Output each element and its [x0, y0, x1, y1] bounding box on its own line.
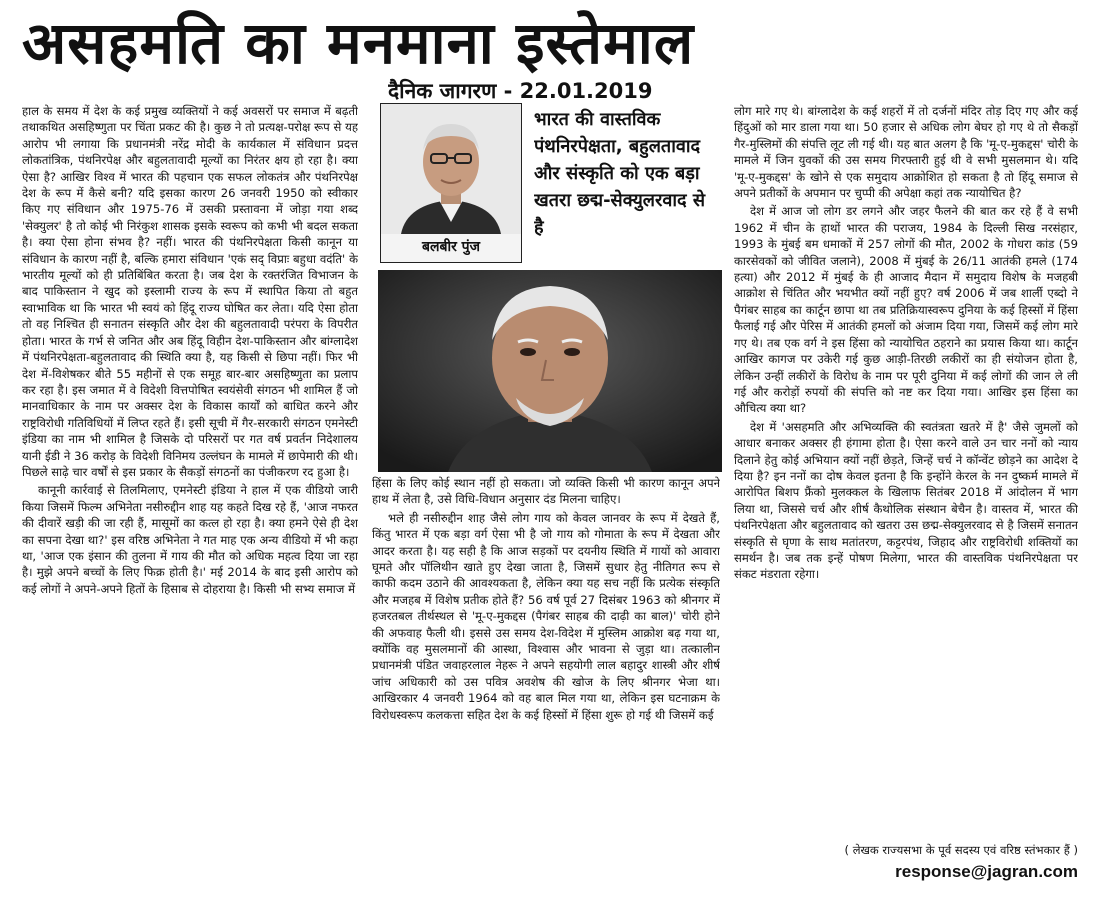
article-column-3: [734, 103, 1078, 838]
paragraph: कानूनी कार्रवाई से तिलमिलाए, एमनेस्टी इंडिया ने हाल में एक वीडियो जारी किया जिसमें फिल्म अभिनेता नसीरुद्दीन शाह यह कहते दिख रहे हैं, 'आज नफरत की दीवारें खड़ी की जा रही हैं, मासूमों का कत्ल हो रहा है। क्या हमने ऐसे ही देश का सपना देखा था?' इस वरिष्ठ अभिनेता ने गत माह एक अन्य वीडियो में भी कहा था, 'आज एक इंसान की तुलना में गाय की मौत को अधिक महत्व दिया जा रहा है। मुझे अपने बच्चों के लिए फिक्र होती है।' मई 2014 के बाद इसी आरोप को कई लोगों ने अपने-अपने हितों के हिसाब से दोहराया है। किसी भी सभ्य समाज में: [22, 483, 358, 596]
paragraph: हिंसा के लिए कोई स्थान नहीं हो सकता। जो व्यक्ति किसी भी कारण कानून अपने हाथ में लेता है, उसे विधि-विधान अनुसार दंड मिलना चाहिए।: [372, 476, 720, 507]
paragraph: देश में 'असहमति और अभिव्यक्ति की स्वतंत्रता खतरे में है' जैसे जुमलों को आधार बनाकर अक्सर ही हंगामा होता है। ऐसा करने वाले उन चार ननों को न्याय दिलाने हेतु कोई अभियान क्यों नहीं छेड़ते, जिन्हें चर्च ने कॉन्वेंट छोड़ने का आदेश दे दिया है? इन ननों का दोष केवल इतना है कि इन्होंने केरल के नन दुष्कर्म मामले में आरोपित बिशप फ्रैंको मुलक्कल के खिलाफ सितंबर 2018 में आंदोलन में भाग लिया था, जिससे चर्च और शीर्ष कैथोलिक संस्थान बेचैन है। वास्तव में, भारत की पंथनिरपेक्षता और बहुलतावाद को खतरा उस छद्म-सेक्युलरवाद से है जिसमें सनातन संस्कृति से घृणा के साथ मतांतरण, कट्टरपंथ, जिहाद और राष्ट्रविरोधी शक्तियों का समर्थन है। जब तक इन्हें पोषण मिलेगा, भारत की वास्तविक पंथनिरपेक्षता पर संकट मंडराता रहेगा।: [734, 419, 1078, 582]
author-credit-note: ( लेखक राज्यसभा के पूर्व सदस्य एवं वरिष्ठ स्तंभकार हैं ): [844, 843, 1078, 857]
author-box: [380, 103, 522, 263]
article-column-1: [22, 103, 358, 893]
pull-quote: भारत की वास्तविक पंथनिरपेक्षता, बहुलतावाद और संस्कृति को एक बड़ा खतरा छद्म-सेक्युलरवाद से है: [534, 109, 706, 238]
author-name: बलबीर पुंज: [421, 239, 481, 255]
article-headline: असहमति का मनमाना इस्तेमाल: [22, 9, 695, 77]
source-and-date: दैनिक जागरण - 22.01.2019: [388, 79, 653, 103]
author-photo: [381, 104, 521, 234]
actor-photo: [378, 270, 722, 472]
article-column-2: [372, 475, 720, 893]
response-email: response@jagran.com: [895, 862, 1078, 881]
paragraph: हाल के समय में देश के कई प्रमुख व्यक्तियों ने कई अवसरों पर समाज में बढ़ती तथाकथित असहिष्णुता पर चिंता प्रकट की है। कुछ ने तो प्रत्यक्ष-परोक्ष रूप से यह आरोप भी लगाया कि प्रधानमंत्री नरेंद्र मोदी के कार्यकाल में संविधान प्रदत्त लोकतांत्रिक, पंथनिरपेक्ष और बहुलतावादी मूल्यों का निरंतर क्षय हो रहा है। क्या ऐसा है? आखिर विश्व में भारत की पहचान एक सफल लोकतंत्र और पंथनिरपेक्ष देश के रूप में कैसे बनी? यदि इसका कारण 26 जनवरी 1950 को स्वीकार किए गए संविधान और 1975-76 में उसकी प्रस्तावना में जोड़ा गया शब्द 'सेक्युलर' है तो कोई भी निरंकुश शासक इसके स्वरूप को कभी भी बदल सकता है। क्या ऐसा होना संभव है? नहीं। भारत की पंथनिरपेक्षता किसी कानून या संविधान के कारण नहीं है, बल्कि हमारा संविधान 'एकं सद् विप्राः बहुधा वदंति' के भारतीय मूल्यों को ही प्रतिबिंबित करता है। जब देश के रक्तरंजित विभाजन के बाद पाकिस्तान ने खुद को इस्लामी राज्य के रूप में स्थापित किया तो बहुत स्वाभाविक था कि भारत भी स्वयं को हिंदू राज्य घोषित कर लेता। यदि ऐसा होता तो वह निश्चित ही सनातन संस्कृति और देश की बहुलतावादी परंपरा के विपरीत होता। भारत के गर्भ से जनित और अब हिंदू विहीन देश-पाकिस्तान और बांग्लादेश में पंथनिरपेक्षता-बहुलतावाद की स्थिति क्या है, यह किसी से छिपा नहीं। फिर भी देश में-विशेषकर बीते 55 महीनों से एक समूह बार-बार असहिष्णुता का प्रलाप कर रहा है। इस जमात में वे विदेशी वित्तपोषित स्वयंसेवी संगठन भी शामिल हैं जो मानवाधिकार के नाम पर अक्सर देश के विकास कार्यों को बाधित करने और राष्ट्रविरोधी गतिविधियों में लिप्त रहते हैं। इसी सूची में गैर-सरकारी संगठन एमनेस्टी इंडिया का नाम भी शामिल है जिसके दो परिसरों पर गत वर्ष प्रवर्तन निदेशालय यानी ईडी ने 36 करोड़ के विदेशी विनिमय उल्लंघन के मामले में छापेमारी की थी। पिछले साढ़े चार वर्षों से इस प्रकार के सैकड़ों संगठनों का पंजीकरण रद हुआ है।: [22, 104, 358, 479]
paragraph: भले ही नसीरुद्दीन शाह जैसे लोग गाय को केवल जानवर के रूप में देखते हैं, किंतु भारत में एक बड़ा वर्ग ऐसा भी है जो गाय को गोमाता के रूप में देखता और आदर करता है। यह सही है कि आज सड़कों पर दयनीय स्थिति में गायों को आवारा घूमते और पॉलिथीन खाते हुए देखा जाता है, जिसमें सुधार हेतु नीतिगत रूप से काफी कदम उठाने की आवश्यकता है, लेकिन क्या यह सच नहीं कि प्रत्येक संस्कृति और मजहब में विशेष प्रतीक होते हैं? 56 वर्ष पूर्व 27 दिसंबर 1963 को श्रीनगर में हजरतबल तीर्थस्थल से 'मू-ए-मुकद्दस (पैगंबर साहब की दाढ़ी का बाल)' चोरी होने की अफवाह फैली थी। इससे उस समय देश-विदेश में मुस्लिम आक्रोश बढ़ गया था, क्योंकि वह मुसलमानों की आस्था, विश्वास और भावना से जुड़ा था। तत्कालीन प्रधानमंत्री पंडित जवाहरलाल नेहरू ने अपने सहयोगी लाल बहादुर शास्त्री और शीर्ष जांच अधिकारी को उस पवित्र अवशेष की खोज के लिए श्रीनगर भेजा था। आखिरकार 4 जनवरी 1964 को वह बाल मिल गया था, लेकिन इस घटनाक्रम के विरोधस्वरूप कलकत्ता सहित देश के कई हिस्सों में हिंसा शुरू हो गई थी जिसमें कई: [372, 510, 720, 722]
paragraph: लोग मारे गए थे। बांग्लादेश के कई शहरों में तो दर्जनों मंदिर तोड़ दिए गए और कई हिंदुओं को मार डाला गया था। 50 हजार से अधिक लोग बेघर हो गए थे तो सैकड़ों गैर-मुस्लिमों की संपत्ति लूट ली गई थी। यह बात अलग है कि 'मू-ए-मुकद्दस' चोरी के मामले में जिन युवकों की उस समय गिरफ्तारी हुई थी वे सभी मुसलमान थे। यदि 'मू-ए-मुकद्दस' के खोने से एक समुदाय आक्रोशित हो सकता है तो हिंदू समाज से अपने प्रतीकों के अपमान पर चुप्पी की अपेक्षा कहां तक न्यायोचित है?: [734, 104, 1078, 201]
paragraph: देश में आज जो लोग डर लगने और जहर फैलने की बात कर रहे हैं वे सभी 1962 में चीन के हाथों भारत की पराजय, 1984 के दिल्ली सिख नरसंहार, 1993 के मुंबई बम धमाकों में 257 लोगों की मौत, 2002 के गोधरा कांड (59 कारसेवकों को जीवित जलाने), 2008 में मुंबई के 26/11 आतंकी हमले (174 हत्या) और 2012 में मुंबई के ही आजाद मैदान में समुदाय विशेष के मजहबी आक्रोश से चिंतित और भयभीत क्यों नहीं हुए? वर्ष 2006 में जब शार्ली एब्दो ने पैगंबर साहब का कार्टून छापा था तब प्रतिक्रियास्वरूप दुनिया के कई हिस्सों में हिंसा फैलाई गई और पेरिस में आतंकी हमलों को अंजाम दिया गया, जिसमें कई लोग मारे गए थे। तब एक वर्ग ने इस हिंसा को न्यायोचित ठहराने का प्रयास किया था। कार्टून आखिर कागज पर उकेरी गई कुछ आड़ी-तिरछी लकीरों का ही संयोजन होता है, लेकिन उन्हीं लकीरों के विरोध के नाम पर पूरी दुनिया में कई लोगों की जान ले ली गई और करोड़ों रुपयों की संपत्ति को नष्ट कर दिया गया। आखिर इस हिंसा का औचित्य क्या था?: [734, 204, 1078, 416]
